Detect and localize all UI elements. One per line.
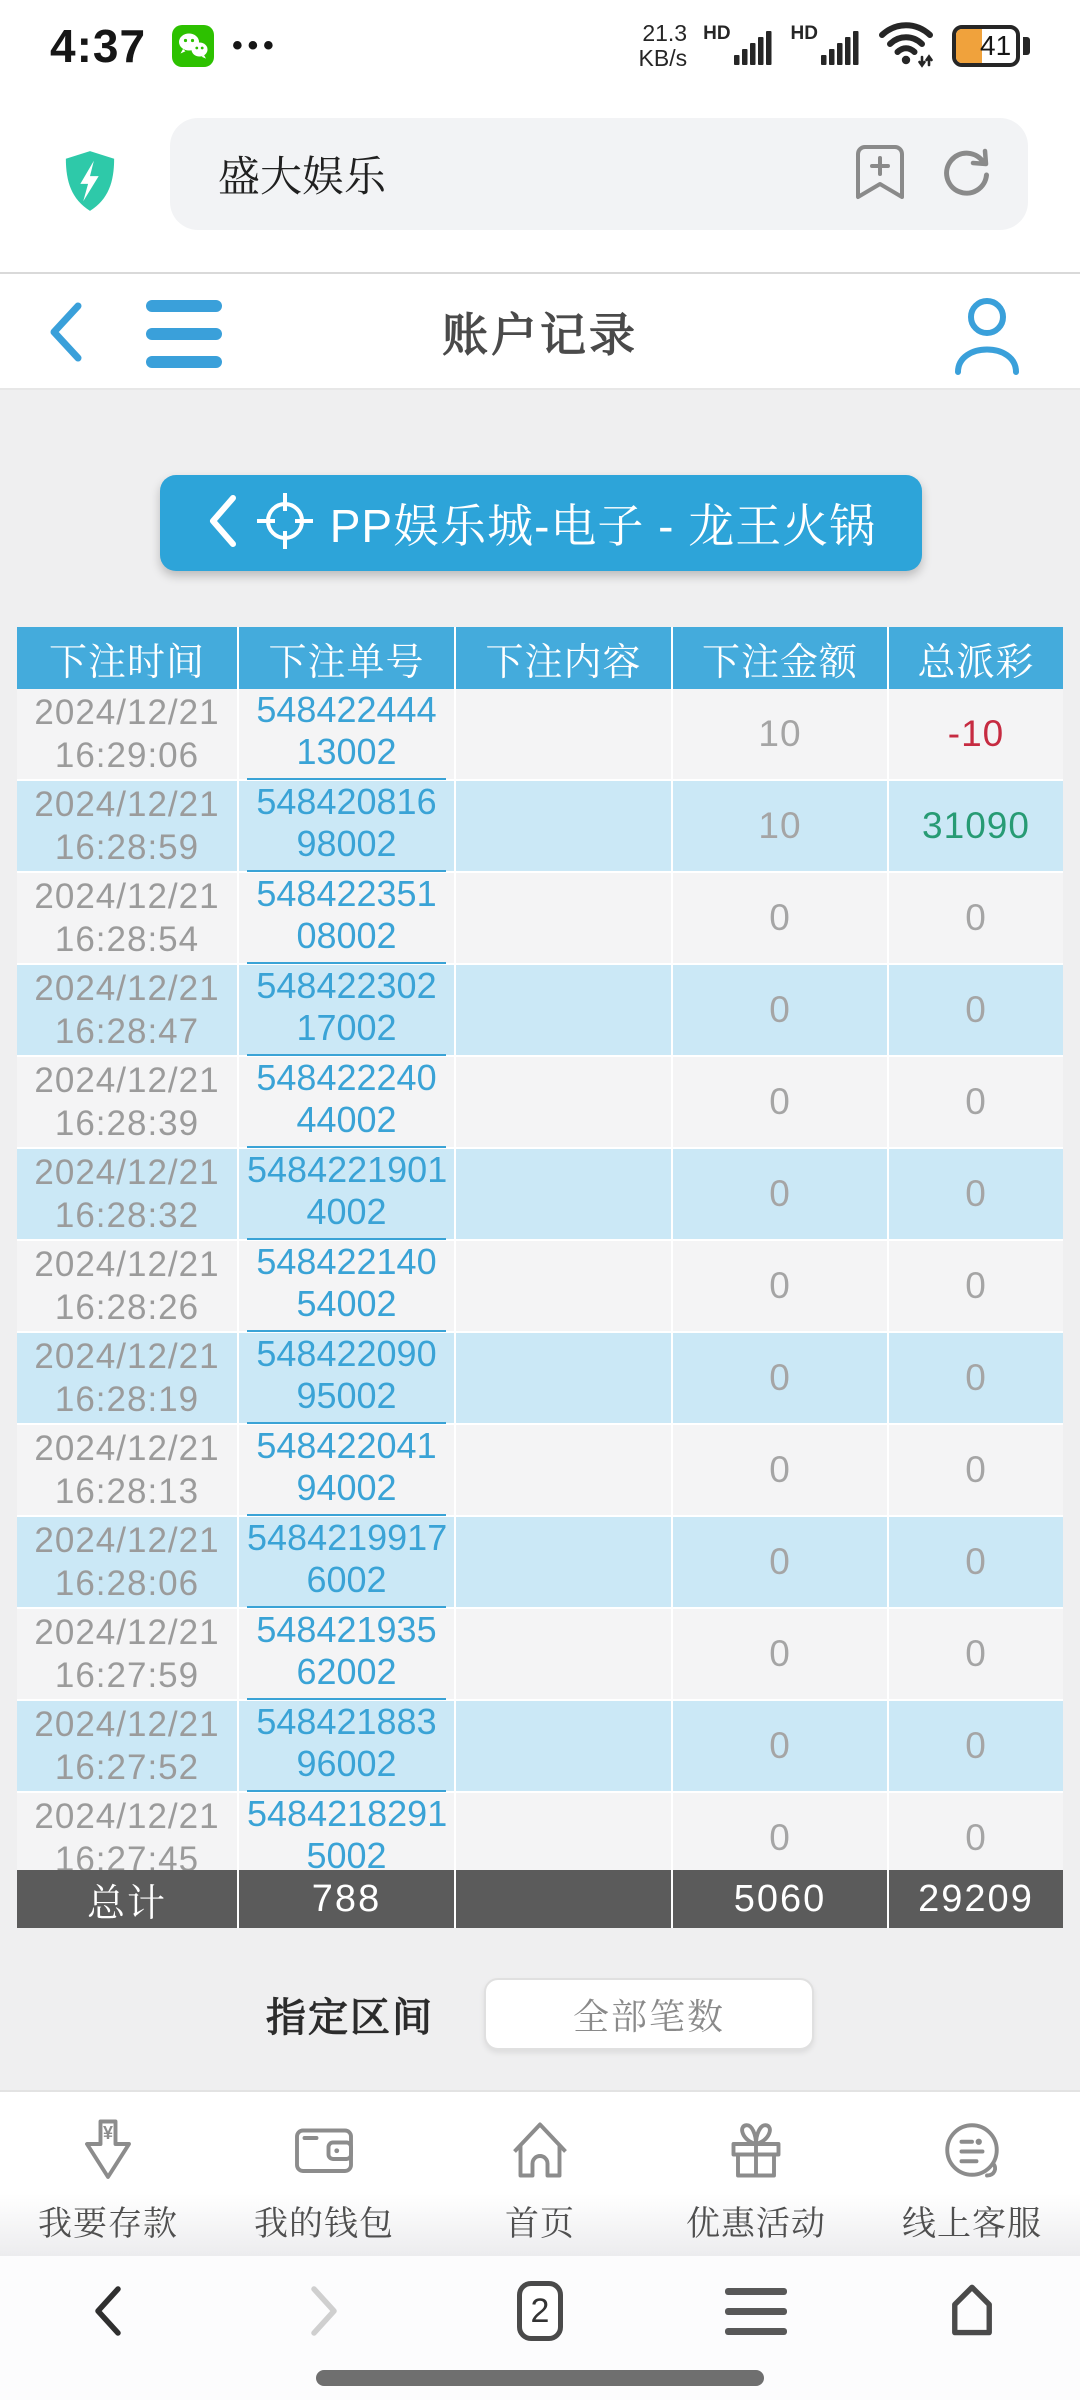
nav-item-wallet[interactable] bbox=[216, 2092, 432, 2256]
bet-time-cell: 2024/12/21 16:28:06 bbox=[17, 1517, 239, 1609]
nav-item-home[interactable] bbox=[432, 2092, 648, 2256]
bet-time-cell: 2024/12/21 16:28:26 bbox=[17, 1241, 239, 1333]
security-shield-icon[interactable] bbox=[62, 148, 118, 219]
table-row bbox=[17, 1609, 1063, 1701]
network-speed bbox=[639, 21, 688, 71]
bet-amount-cell: 0 bbox=[673, 1149, 889, 1241]
nav-item-support[interactable] bbox=[864, 2092, 1080, 2256]
order-number-link[interactable]: 548422302 17002 bbox=[247, 965, 446, 1056]
bet-content-cell bbox=[456, 1057, 673, 1149]
nav-label: 优惠活动 bbox=[686, 2205, 826, 2243]
bet-records-table bbox=[17, 627, 1063, 1928]
bet-amount-cell: 0 bbox=[673, 1517, 889, 1609]
order-number-link[interactable]: 5484219917 6002 bbox=[247, 1517, 446, 1608]
status-more-dots: ••• bbox=[232, 29, 279, 62]
order-number-link[interactable]: 548422444 13002 bbox=[247, 689, 446, 780]
table-row bbox=[17, 1149, 1063, 1241]
svg-text:¥: ¥ bbox=[102, 2122, 114, 2143]
network-speed-value: 21.3 bbox=[642, 20, 688, 46]
range-select-button[interactable]: 全部笔数 bbox=[484, 1978, 814, 2050]
bet-order-cell bbox=[239, 1609, 456, 1701]
bet-order-cell bbox=[239, 1701, 456, 1793]
payout-cell: 31090 bbox=[889, 781, 1063, 873]
bet-content-cell bbox=[456, 1517, 673, 1609]
table-row bbox=[17, 965, 1063, 1057]
status-right-cluster bbox=[639, 19, 1030, 74]
bet-amount-cell: 0 bbox=[673, 1701, 889, 1793]
sim2-signal bbox=[791, 25, 862, 67]
wechat-notification-icon bbox=[172, 25, 214, 67]
order-number-link[interactable]: 548422240 44002 bbox=[247, 1057, 446, 1148]
bet-content-cell bbox=[456, 1701, 673, 1793]
battery-nub bbox=[1023, 37, 1030, 55]
browser-url-section bbox=[0, 92, 1080, 274]
site-bottom-nav bbox=[0, 2090, 1080, 2256]
bet-order-cell bbox=[239, 689, 456, 781]
table-row bbox=[17, 689, 1063, 781]
network-speed-unit: KB/s bbox=[638, 45, 688, 71]
bet-order-cell bbox=[239, 965, 456, 1057]
nav-item-promotions[interactable] bbox=[648, 2092, 864, 2256]
battery-indicator bbox=[952, 25, 1030, 67]
bet-content-cell bbox=[456, 873, 673, 965]
order-number-link[interactable]: 548422140 54002 bbox=[247, 1241, 446, 1332]
url-text[interactable]: 盛大娱乐 bbox=[218, 153, 387, 200]
bet-amount-cell: 0 bbox=[673, 1793, 889, 1870]
payout-cell: 0 bbox=[889, 965, 1063, 1057]
header-bet-time: 下注时间 bbox=[17, 627, 239, 689]
bet-content-cell bbox=[456, 1149, 673, 1241]
payout-cell: 0 bbox=[889, 1425, 1063, 1517]
bet-content-cell bbox=[456, 781, 673, 873]
bet-time-cell: 2024/12/21 16:27:52 bbox=[17, 1701, 239, 1793]
bet-order-cell bbox=[239, 781, 456, 873]
page-title: 账户记录 bbox=[442, 309, 638, 361]
bet-order-cell bbox=[239, 1057, 456, 1149]
order-number-link[interactable]: 548422351 08002 bbox=[247, 873, 446, 964]
bet-amount-cell: 0 bbox=[673, 1333, 889, 1425]
signal-bars-icon bbox=[733, 25, 775, 67]
bet-content-cell bbox=[456, 1333, 673, 1425]
battery-percent: 41 bbox=[980, 30, 1012, 61]
table-row bbox=[17, 781, 1063, 873]
bet-content-cell bbox=[456, 1609, 673, 1701]
browser-tabs-button[interactable] bbox=[432, 2281, 648, 2341]
browser-forward-button[interactable] bbox=[216, 2283, 432, 2339]
deposit-arrow-icon bbox=[72, 2112, 144, 2188]
payout-cell: 0 bbox=[889, 873, 1063, 965]
wallet-icon bbox=[288, 2112, 360, 2188]
hd-voice-badge: HD bbox=[790, 23, 818, 44]
nav-item-deposit[interactable] bbox=[0, 2092, 216, 2256]
table-total-row bbox=[17, 1870, 1063, 1928]
payout-cell: 0 bbox=[889, 1701, 1063, 1793]
page-header bbox=[0, 274, 1080, 390]
bet-amount-cell: 0 bbox=[673, 1241, 889, 1333]
bet-order-cell bbox=[239, 873, 456, 965]
refresh-icon[interactable] bbox=[940, 145, 994, 204]
browser-home-button[interactable] bbox=[864, 2283, 1080, 2339]
table-row bbox=[17, 1701, 1063, 1793]
table-row bbox=[17, 1425, 1063, 1517]
order-number-link[interactable]: 548422041 94002 bbox=[247, 1425, 446, 1516]
bookmark-add-icon[interactable] bbox=[854, 143, 906, 206]
order-number-link[interactable]: 548422090 95002 bbox=[247, 1333, 446, 1424]
total-payout: 29209 bbox=[918, 1877, 1034, 1920]
order-number-link[interactable]: 5484221901 4002 bbox=[247, 1149, 446, 1240]
url-bar[interactable] bbox=[170, 118, 1028, 230]
bet-amount-cell: 0 bbox=[673, 1057, 889, 1149]
total-order-count: 788 bbox=[239, 1870, 456, 1928]
bet-content-cell bbox=[456, 1241, 673, 1333]
table-row bbox=[17, 1241, 1063, 1333]
bet-order-cell bbox=[239, 1517, 456, 1609]
total-content bbox=[456, 1870, 673, 1928]
wifi-icon bbox=[878, 19, 936, 74]
home-icon bbox=[504, 2112, 576, 2188]
payout-cell: 0 bbox=[889, 1333, 1063, 1425]
bet-time-cell: 2024/12/21 16:28:32 bbox=[17, 1149, 239, 1241]
payout-cell: 0 bbox=[889, 1149, 1063, 1241]
range-filter-label: 指定区间 bbox=[266, 1995, 434, 2040]
banner-title: PP娱乐城-电子 - 龙王火锅 bbox=[329, 500, 877, 552]
order-number-link[interactable]: 5484218291 5002 bbox=[247, 1793, 446, 1871]
bet-amount-cell: 0 bbox=[673, 965, 889, 1057]
order-number-link[interactable]: 548421883 96002 bbox=[247, 1701, 446, 1792]
bet-order-cell bbox=[239, 1793, 456, 1870]
bet-order-cell bbox=[239, 1149, 456, 1241]
bet-time-cell: 2024/12/21 16:27:45 bbox=[17, 1793, 239, 1870]
browser-menu-button[interactable] bbox=[648, 2288, 864, 2335]
banner-back-chevron-icon[interactable] bbox=[206, 494, 240, 553]
header-bet-content: 下注内容 bbox=[456, 627, 673, 689]
nav-label: 线上客服 bbox=[902, 2205, 1042, 2243]
header-total-payout: 总派彩 bbox=[917, 641, 1035, 684]
game-banner[interactable] bbox=[160, 475, 922, 571]
nav-label: 首页 bbox=[505, 2205, 575, 2243]
nav-label: 我的钱包 bbox=[254, 2205, 394, 2243]
total-label: 总计 bbox=[17, 1870, 239, 1928]
bet-time-cell: 2024/12/21 16:28:19 bbox=[17, 1333, 239, 1425]
user-profile-icon[interactable] bbox=[950, 294, 1024, 381]
home-indicator-handle[interactable] bbox=[316, 2370, 764, 2386]
bet-time-cell: 2024/12/21 16:27:59 bbox=[17, 1609, 239, 1701]
browser-nav-bar bbox=[0, 2256, 1080, 2366]
gift-icon bbox=[720, 2112, 792, 2188]
clock: 4:37 bbox=[50, 20, 147, 72]
header-bet-order: 下注单号 bbox=[239, 627, 456, 689]
crosshair-target-icon bbox=[252, 488, 318, 559]
table-row bbox=[17, 1057, 1063, 1149]
bet-content-cell bbox=[456, 1425, 673, 1517]
payout-cell: 0 bbox=[889, 1241, 1063, 1333]
browser-back-button[interactable] bbox=[0, 2283, 216, 2339]
bet-order-cell bbox=[239, 1333, 456, 1425]
bet-time-cell: 2024/12/21 16:28:47 bbox=[17, 965, 239, 1057]
signal-bars-icon bbox=[820, 25, 862, 67]
payout-cell: 0 bbox=[889, 1057, 1063, 1149]
bet-order-cell bbox=[239, 1425, 456, 1517]
tab-count[interactable]: 2 bbox=[517, 2281, 563, 2341]
table-rows bbox=[17, 689, 1063, 1870]
payout-cell: 0 bbox=[889, 1609, 1063, 1701]
table-row bbox=[17, 1333, 1063, 1425]
payout-cell: -10 bbox=[889, 689, 1063, 781]
nav-label: 我要存款 bbox=[38, 2205, 178, 2243]
order-number-link[interactable]: 548421935 62002 bbox=[247, 1609, 446, 1700]
payout-cell: 0 bbox=[889, 1517, 1063, 1609]
bet-time-cell: 2024/12/21 16:28:54 bbox=[17, 873, 239, 965]
table-row bbox=[17, 1517, 1063, 1609]
battery-fill bbox=[956, 29, 982, 63]
hd-voice-badge: HD bbox=[703, 23, 731, 44]
bet-order-cell bbox=[239, 1241, 456, 1333]
status-bar bbox=[0, 0, 1080, 92]
table-row bbox=[17, 1793, 1063, 1870]
bet-amount-cell: 10 bbox=[673, 781, 889, 873]
battery-body bbox=[952, 25, 1020, 67]
sim1-signal bbox=[703, 25, 774, 67]
header-bet-amount: 下注金额 bbox=[673, 627, 889, 689]
bet-time-cell: 2024/12/21 16:28:59 bbox=[17, 781, 239, 873]
browser-chrome bbox=[0, 2256, 1080, 2400]
bet-time-cell: 2024/12/21 16:29:06 bbox=[17, 689, 239, 781]
payout-cell: 0 bbox=[889, 1793, 1063, 1870]
total-bet-amount: 5060 bbox=[673, 1870, 889, 1928]
bet-amount-cell: 0 bbox=[673, 1609, 889, 1701]
bet-content-cell bbox=[456, 689, 673, 781]
bet-time-cell: 2024/12/21 16:28:13 bbox=[17, 1425, 239, 1517]
customer-service-icon bbox=[936, 2112, 1008, 2188]
bet-amount-cell: 0 bbox=[673, 1425, 889, 1517]
table-header-row bbox=[17, 627, 1063, 689]
bet-amount-cell: 0 bbox=[673, 873, 889, 965]
bet-content-cell bbox=[456, 965, 673, 1057]
bet-content-cell bbox=[456, 1793, 673, 1870]
bet-amount-cell: 10 bbox=[673, 689, 889, 781]
range-filter-row bbox=[0, 1978, 1080, 2050]
table-row bbox=[17, 873, 1063, 965]
bet-time-cell: 2024/12/21 16:28:39 bbox=[17, 1057, 239, 1149]
order-number-link[interactable]: 548420816 98002 bbox=[247, 781, 446, 872]
